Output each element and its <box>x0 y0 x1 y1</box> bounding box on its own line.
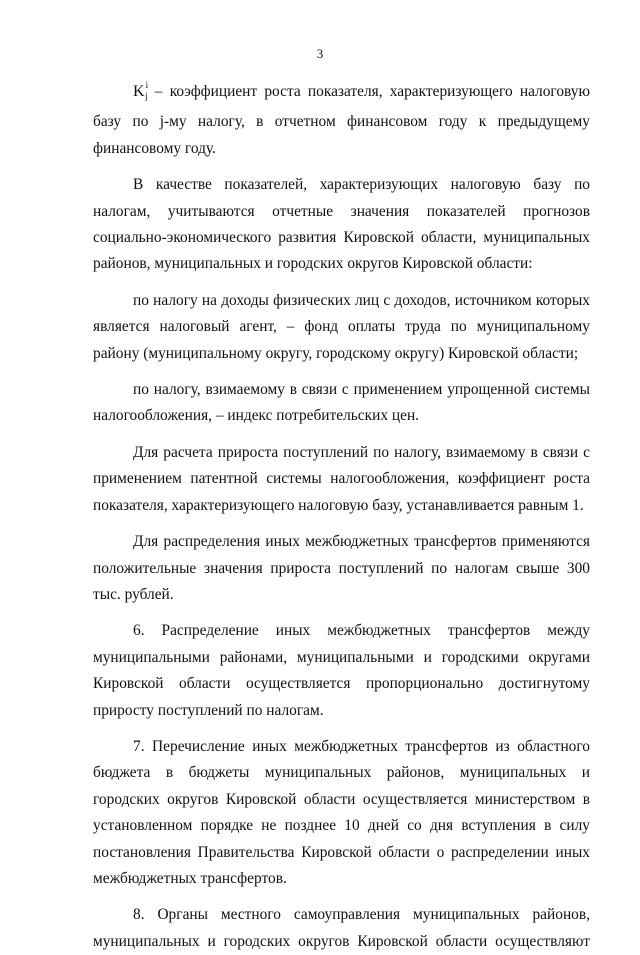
paragraph-ndfl-indicator: по налогу на доходы физических лиц с доходов, источником которых является налоговый агент, – фонд оплаты труда по муниципальному району (муниципальному округу, городскому округу) Кировской области; <box>93 291 590 362</box>
paragraph-item-8: 8. Органы местного самоуправления муниципальных районов, муниципальных и городских округов Кировской области осуществляют <box>93 906 590 950</box>
paragraph-coefficient-definition <box>93 72 590 162</box>
coefficient-superscript: i <box>145 80 149 90</box>
coefficient-subscript: j <box>145 91 148 101</box>
paragraph-positive-values: Для распределения иных межбюджетных трансфертов применяются положительные значения прироста поступлений по налогам свыше 300 тыс. рублей. <box>93 533 590 603</box>
paragraph-item-6: 6. Распределение иных межбюджетных трансфертов между муниципальными районами, муниципальными и городскими округами Кировской области осуществляется пропорционально достигнутому приросту поступлений по налогам. <box>93 622 590 719</box>
document-body <box>93 72 590 955</box>
coefficient-symbol: K <box>133 83 145 100</box>
paragraph-indicators-intro: В качестве показателей, характеризующих налоговую базу по налогам, учитываются отчетные значения показателей прогнозов социально-экономического развития Кировской области, муниципальных районов, муниципальных и городских округов Кировской области: <box>93 176 590 273</box>
paragraph-item-7: 7. Перечисление иных межбюджетных трансфертов из областного бюджета в бюджеты муниципальных районов, муниципальных и городских округов Кировской области осуществляется министерством в установленном порядке не позднее 10 дней со дня вступления в силу постановления Правительства Кировской области о распределении иных межбюджетных трансфертов. <box>93 737 590 887</box>
paragraph-patent-indicator: Для расчета прироста поступлений по налогу, взимаемому в связи с применением патентной системы налогообложения, коэффициент роста показателя, характеризующего налоговую базу, устанавливается равным 1. <box>93 443 590 514</box>
paragraph-usn-indicator: по налогу, взимаемому в связи с применением упрощенной системы налогообложения, – индекс потребительских цен. <box>93 381 590 425</box>
page-number: 3 <box>316 46 324 61</box>
coefficient-definition-text: – коэффициент роста показателя, характеризующего налоговую базу по j-му налогу, в отчетном финансовом году к предыдущему финансовому году. <box>93 83 590 157</box>
